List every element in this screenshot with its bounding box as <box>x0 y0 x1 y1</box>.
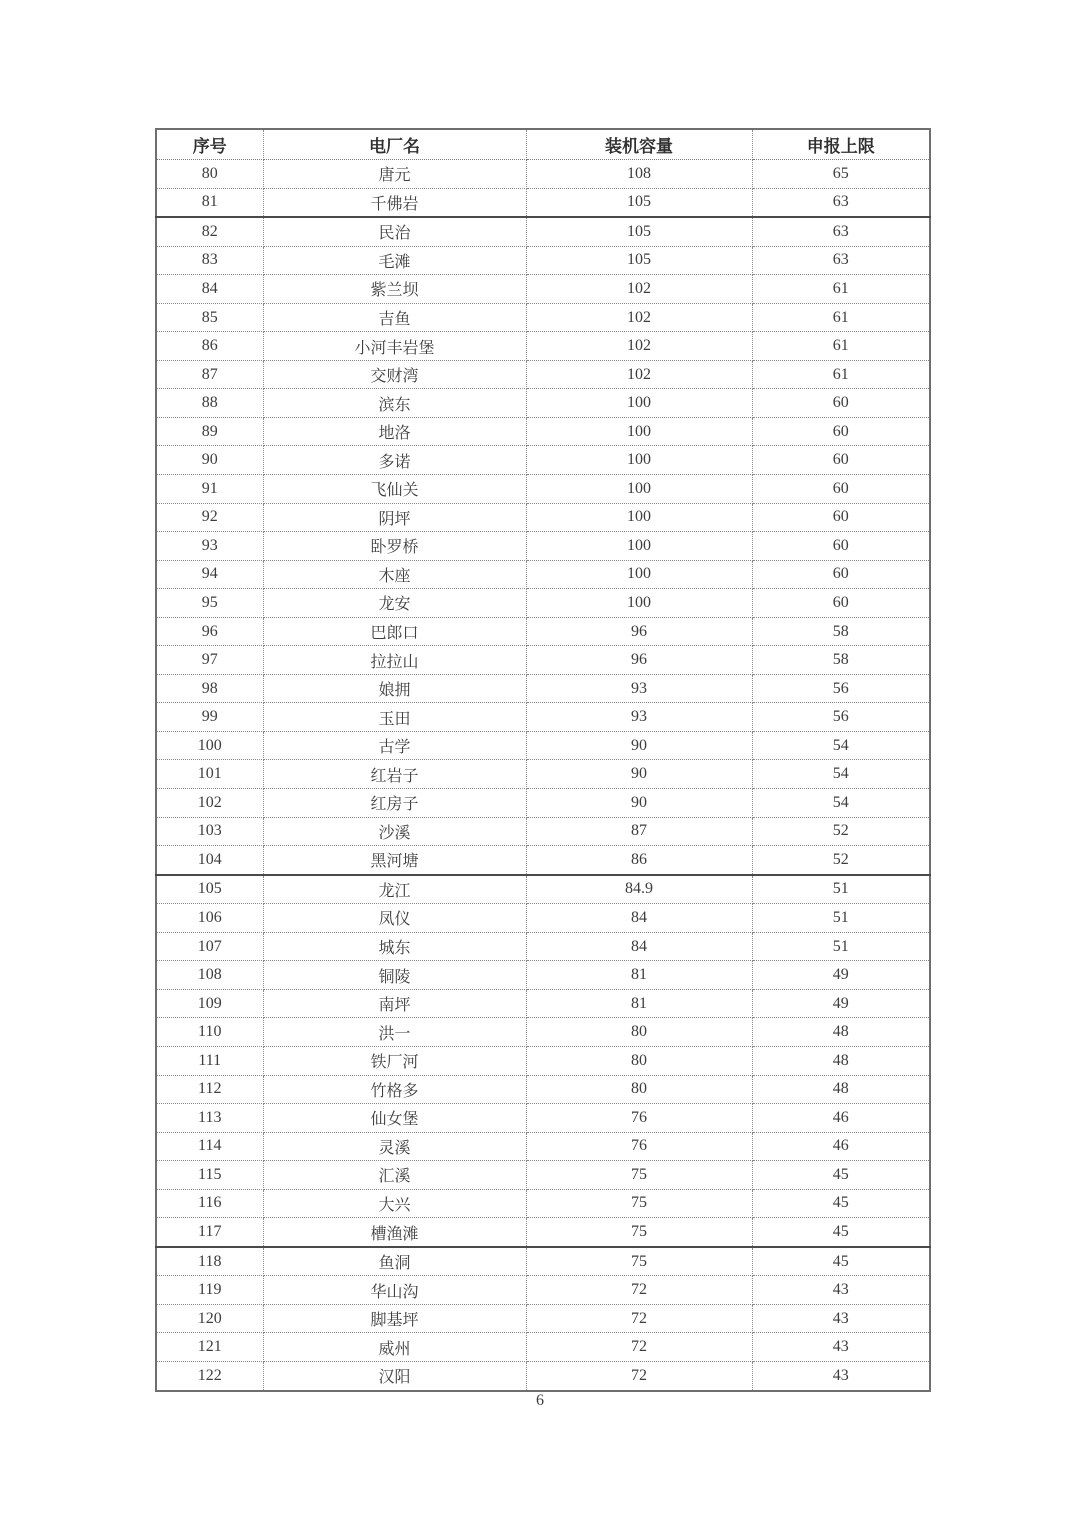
cell-plant-name: 民治 <box>263 217 526 246</box>
cell-plant-name: 沙溪 <box>263 817 526 846</box>
table-row <box>156 417 930 446</box>
cell-capacity: 100 <box>526 417 752 446</box>
cell-serial: 117 <box>156 1218 263 1247</box>
cell-limit: 60 <box>752 503 930 532</box>
cell-capacity: 100 <box>526 532 752 561</box>
cell-capacity: 100 <box>526 560 752 589</box>
cell-capacity: 90 <box>526 789 752 818</box>
table-row <box>156 932 930 961</box>
cell-serial: 107 <box>156 932 263 961</box>
table-row <box>156 817 930 846</box>
power-plant-table <box>155 128 931 1392</box>
cell-limit: 43 <box>752 1361 930 1390</box>
table-row <box>156 789 930 818</box>
cell-plant-name: 红岩子 <box>263 760 526 789</box>
cell-limit: 63 <box>752 246 930 275</box>
cell-plant-name: 汇溪 <box>263 1161 526 1190</box>
header-limit: 申报上限 <box>752 129 930 160</box>
cell-plant-name: 仙女堡 <box>263 1104 526 1133</box>
cell-limit: 63 <box>752 188 930 217</box>
cell-plant-name: 多诺 <box>263 446 526 475</box>
cell-limit: 56 <box>752 703 930 732</box>
cell-serial: 109 <box>156 989 263 1018</box>
table-row <box>156 589 930 618</box>
cell-capacity: 87 <box>526 817 752 846</box>
cell-limit: 54 <box>752 760 930 789</box>
cell-capacity: 100 <box>526 475 752 504</box>
cell-serial: 98 <box>156 674 263 703</box>
table-row <box>156 475 930 504</box>
cell-serial: 88 <box>156 389 263 418</box>
cell-capacity: 100 <box>526 446 752 475</box>
cell-capacity: 102 <box>526 275 752 304</box>
cell-serial: 93 <box>156 532 263 561</box>
cell-plant-name: 南坪 <box>263 989 526 1018</box>
cell-plant-name: 鱼洞 <box>263 1247 526 1276</box>
cell-serial: 100 <box>156 731 263 760</box>
cell-plant-name: 龙江 <box>263 875 526 904</box>
cell-capacity: 100 <box>526 503 752 532</box>
cell-limit: 46 <box>752 1104 930 1133</box>
cell-capacity: 96 <box>526 617 752 646</box>
cell-capacity: 84.9 <box>526 875 752 904</box>
cell-plant-name: 竹格多 <box>263 1075 526 1104</box>
cell-serial: 111 <box>156 1046 263 1075</box>
table-row <box>156 1361 930 1390</box>
table-row <box>156 1247 930 1276</box>
table-row <box>156 188 930 217</box>
cell-capacity: 100 <box>526 589 752 618</box>
table-row <box>156 989 930 1018</box>
cell-serial: 92 <box>156 503 263 532</box>
cell-plant-name: 洪一 <box>263 1018 526 1047</box>
cell-limit: 49 <box>752 961 930 990</box>
page-number: 6 <box>536 1392 544 1409</box>
cell-plant-name: 汉阳 <box>263 1361 526 1390</box>
cell-plant-name: 地洛 <box>263 417 526 446</box>
cell-plant-name: 滨东 <box>263 389 526 418</box>
cell-serial: 103 <box>156 817 263 846</box>
cell-limit: 45 <box>752 1161 930 1190</box>
cell-serial: 116 <box>156 1189 263 1218</box>
cell-serial: 90 <box>156 446 263 475</box>
cell-limit: 65 <box>752 160 930 189</box>
cell-capacity: 80 <box>526 1046 752 1075</box>
cell-plant-name: 木座 <box>263 560 526 589</box>
table-row <box>156 217 930 246</box>
cell-limit: 48 <box>752 1075 930 1104</box>
header-plant-name: 电厂名 <box>263 129 526 160</box>
table-row <box>156 303 930 332</box>
cell-plant-name: 唐元 <box>263 160 526 189</box>
cell-serial: 113 <box>156 1104 263 1133</box>
cell-serial: 82 <box>156 217 263 246</box>
cell-plant-name: 脚基坪 <box>263 1304 526 1333</box>
cell-serial: 99 <box>156 703 263 732</box>
cell-limit: 63 <box>752 217 930 246</box>
cell-plant-name: 古学 <box>263 731 526 760</box>
cell-serial: 122 <box>156 1361 263 1390</box>
cell-plant-name: 大兴 <box>263 1189 526 1218</box>
cell-plant-name: 城东 <box>263 932 526 961</box>
cell-serial: 121 <box>156 1333 263 1362</box>
cell-serial: 83 <box>156 246 263 275</box>
cell-capacity: 75 <box>526 1189 752 1218</box>
table-row <box>156 961 930 990</box>
cell-capacity: 80 <box>526 1075 752 1104</box>
cell-plant-name: 娘拥 <box>263 674 526 703</box>
table-row <box>156 1333 930 1362</box>
cell-plant-name: 黑河塘 <box>263 846 526 875</box>
cell-plant-name: 槽渔滩 <box>263 1218 526 1247</box>
cell-serial: 108 <box>156 961 263 990</box>
cell-capacity: 105 <box>526 188 752 217</box>
cell-plant-name: 玉田 <box>263 703 526 732</box>
cell-limit: 60 <box>752 532 930 561</box>
table-row <box>156 389 930 418</box>
cell-plant-name: 灵溪 <box>263 1132 526 1161</box>
table-row <box>156 1018 930 1047</box>
cell-limit: 56 <box>752 674 930 703</box>
table-row <box>156 246 930 275</box>
table-row <box>156 1304 930 1333</box>
cell-limit: 45 <box>752 1247 930 1276</box>
cell-capacity: 90 <box>526 731 752 760</box>
cell-serial: 104 <box>156 846 263 875</box>
cell-plant-name: 凤仪 <box>263 904 526 933</box>
cell-plant-name: 红房子 <box>263 789 526 818</box>
cell-plant-name: 交财湾 <box>263 360 526 389</box>
header-capacity: 装机容量 <box>526 129 752 160</box>
cell-serial: 80 <box>156 160 263 189</box>
cell-plant-name: 卧罗桥 <box>263 532 526 561</box>
cell-capacity: 76 <box>526 1104 752 1133</box>
cell-serial: 110 <box>156 1018 263 1047</box>
cell-serial: 86 <box>156 332 263 361</box>
cell-limit: 54 <box>752 789 930 818</box>
cell-serial: 94 <box>156 560 263 589</box>
cell-plant-name: 小河丰岩堡 <box>263 332 526 361</box>
table-row <box>156 1218 930 1247</box>
cell-capacity: 102 <box>526 332 752 361</box>
header-serial: 序号 <box>156 129 263 160</box>
cell-plant-name: 吉鱼 <box>263 303 526 332</box>
cell-serial: 81 <box>156 188 263 217</box>
cell-limit: 60 <box>752 417 930 446</box>
cell-capacity: 72 <box>526 1304 752 1333</box>
cell-capacity: 80 <box>526 1018 752 1047</box>
cell-limit: 51 <box>752 875 930 904</box>
cell-limit: 54 <box>752 731 930 760</box>
cell-limit: 51 <box>752 904 930 933</box>
cell-limit: 60 <box>752 446 930 475</box>
table-row <box>156 360 930 389</box>
table-row <box>156 760 930 789</box>
cell-capacity: 102 <box>526 303 752 332</box>
cell-limit: 45 <box>752 1218 930 1247</box>
cell-plant-name: 龙安 <box>263 589 526 618</box>
table-row <box>156 1161 930 1190</box>
cell-limit: 48 <box>752 1046 930 1075</box>
cell-limit: 51 <box>752 932 930 961</box>
cell-plant-name: 拉拉山 <box>263 646 526 675</box>
table-row <box>156 503 930 532</box>
cell-capacity: 86 <box>526 846 752 875</box>
table-row <box>156 1104 930 1133</box>
cell-serial: 112 <box>156 1075 263 1104</box>
table-row <box>156 617 930 646</box>
cell-serial: 120 <box>156 1304 263 1333</box>
cell-capacity: 93 <box>526 674 752 703</box>
cell-capacity: 108 <box>526 160 752 189</box>
table-row <box>156 674 930 703</box>
cell-plant-name: 铁厂河 <box>263 1046 526 1075</box>
table-row <box>156 160 930 189</box>
table-row <box>156 846 930 875</box>
cell-limit: 43 <box>752 1333 930 1362</box>
cell-capacity: 72 <box>526 1333 752 1362</box>
table-row <box>156 875 930 904</box>
table-body <box>156 160 930 1391</box>
cell-capacity: 90 <box>526 760 752 789</box>
table-row <box>156 1189 930 1218</box>
cell-serial: 102 <box>156 789 263 818</box>
cell-plant-name: 巴郎口 <box>263 617 526 646</box>
cell-limit: 60 <box>752 389 930 418</box>
cell-serial: 118 <box>156 1247 263 1276</box>
cell-serial: 87 <box>156 360 263 389</box>
cell-capacity: 105 <box>526 246 752 275</box>
cell-serial: 89 <box>156 417 263 446</box>
table-row <box>156 1075 930 1104</box>
cell-capacity: 81 <box>526 989 752 1018</box>
table-row <box>156 703 930 732</box>
table-row <box>156 1276 930 1305</box>
cell-limit: 52 <box>752 846 930 875</box>
cell-plant-name: 紫兰坝 <box>263 275 526 304</box>
cell-limit: 61 <box>752 332 930 361</box>
table-row <box>156 532 930 561</box>
table-row <box>156 1046 930 1075</box>
cell-serial: 106 <box>156 904 263 933</box>
cell-limit: 58 <box>752 617 930 646</box>
cell-capacity: 72 <box>526 1276 752 1305</box>
cell-capacity: 84 <box>526 904 752 933</box>
cell-limit: 46 <box>752 1132 930 1161</box>
cell-capacity: 84 <box>526 932 752 961</box>
cell-limit: 61 <box>752 275 930 304</box>
cell-serial: 105 <box>156 875 263 904</box>
cell-limit: 60 <box>752 589 930 618</box>
cell-serial: 101 <box>156 760 263 789</box>
cell-serial: 84 <box>156 275 263 304</box>
cell-plant-name: 威州 <box>263 1333 526 1362</box>
cell-capacity: 93 <box>526 703 752 732</box>
cell-limit: 43 <box>752 1304 930 1333</box>
header-row <box>156 129 930 160</box>
cell-limit: 49 <box>752 989 930 1018</box>
cell-serial: 91 <box>156 475 263 504</box>
cell-capacity: 102 <box>526 360 752 389</box>
table-row <box>156 904 930 933</box>
cell-serial: 119 <box>156 1276 263 1305</box>
cell-capacity: 75 <box>526 1161 752 1190</box>
cell-limit: 45 <box>752 1189 930 1218</box>
table-row <box>156 446 930 475</box>
cell-limit: 60 <box>752 475 930 504</box>
cell-capacity: 72 <box>526 1361 752 1390</box>
cell-plant-name: 飞仙关 <box>263 475 526 504</box>
cell-serial: 95 <box>156 589 263 618</box>
table-row <box>156 731 930 760</box>
cell-capacity: 75 <box>526 1247 752 1276</box>
cell-limit: 61 <box>752 303 930 332</box>
cell-limit: 60 <box>752 560 930 589</box>
table-row <box>156 646 930 675</box>
cell-serial: 115 <box>156 1161 263 1190</box>
cell-capacity: 105 <box>526 217 752 246</box>
table-row <box>156 560 930 589</box>
cell-limit: 52 <box>752 817 930 846</box>
cell-serial: 97 <box>156 646 263 675</box>
cell-capacity: 75 <box>526 1218 752 1247</box>
cell-plant-name: 华山沟 <box>263 1276 526 1305</box>
cell-plant-name: 阴坪 <box>263 503 526 532</box>
table-row <box>156 332 930 361</box>
cell-plant-name: 铜陵 <box>263 961 526 990</box>
cell-limit: 58 <box>752 646 930 675</box>
cell-limit: 43 <box>752 1276 930 1305</box>
cell-plant-name: 毛滩 <box>263 246 526 275</box>
cell-capacity: 96 <box>526 646 752 675</box>
cell-capacity: 76 <box>526 1132 752 1161</box>
table-row <box>156 275 930 304</box>
cell-capacity: 100 <box>526 389 752 418</box>
cell-serial: 85 <box>156 303 263 332</box>
cell-capacity: 81 <box>526 961 752 990</box>
cell-limit: 48 <box>752 1018 930 1047</box>
cell-serial: 96 <box>156 617 263 646</box>
cell-plant-name: 千佛岩 <box>263 188 526 217</box>
table-row <box>156 1132 930 1161</box>
cell-serial: 114 <box>156 1132 263 1161</box>
cell-limit: 61 <box>752 360 930 389</box>
